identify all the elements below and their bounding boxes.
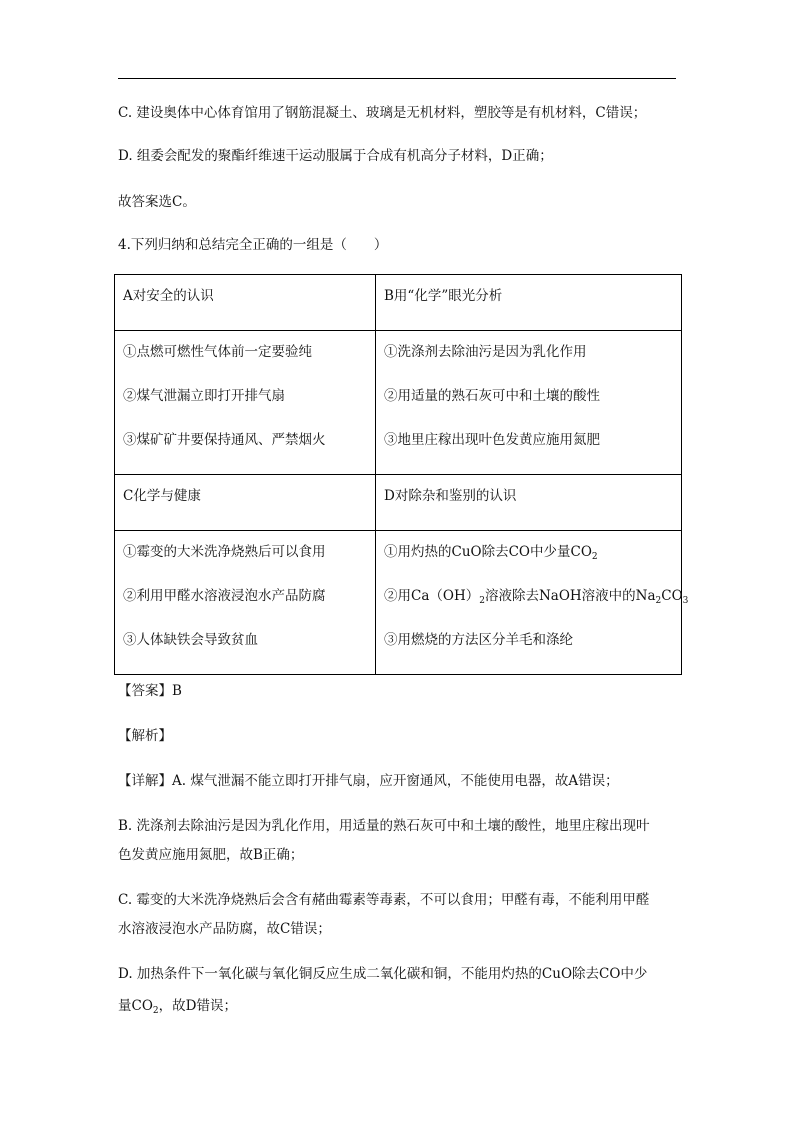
option-b-title: B用“化学”眼光分析 xyxy=(384,288,503,304)
option-b-body xyxy=(376,331,682,475)
explanation-b-line-1: B. 洗涤剂去除油污是因为乳化作用，用适量的熟石灰可中和土壤的酸性，地里庄稼出现叶 xyxy=(118,818,650,834)
explanation-b-line-2: 色发黄应施用氮肥，故B正确； xyxy=(118,847,304,863)
option-c-body xyxy=(115,531,376,675)
option-c-header xyxy=(115,475,376,531)
header-rule xyxy=(118,78,676,79)
options-table xyxy=(114,274,689,675)
option-a-title: A对安全的认识 xyxy=(123,288,214,304)
answer-line: 【答案】B xyxy=(118,683,182,699)
explanation-c-line-2: 水溶液浸泡水产品防腐，故C错误； xyxy=(118,921,331,937)
option-c-item-1: ①霉变的大米洗净烧熟后可以食用 xyxy=(123,544,326,560)
option-a-body xyxy=(115,331,376,475)
option-c-item-2: ②利用甲醛水溶液浸泡水产品防腐 xyxy=(123,588,326,604)
option-d-body xyxy=(376,531,689,675)
option-b-item-3: ③地里庄稼出现叶色发黄应施用氮肥 xyxy=(384,432,600,448)
option-c-item-3: ③人体缺铁会导致贫血 xyxy=(123,632,258,648)
analysis-heading: 【解析】 xyxy=(118,728,172,744)
question-stem: 4.下列归纳和总结完全正确的一组是（ ） xyxy=(118,237,388,253)
option-b-item-1: ①洗涤剂去除油污是因为乳化作用 xyxy=(384,344,587,360)
option-a-header xyxy=(115,275,376,331)
option-b-item-2: ②用适量的熟石灰可中和土壤的酸性 xyxy=(384,388,600,404)
prev-explanation-d: D. 组委会配发的聚酯纤维速干运动服属于合成有机高分子材料，D正确； xyxy=(118,148,553,164)
explanation-d-line-2: 量$CO_2$，故D错误； xyxy=(118,998,237,1016)
explanation-c-line-1: C. 霉变的大米洗净烧熟后会含有赭曲霉素等毒素，不可以食用；甲醛有毒，不能利用甲醛 xyxy=(118,892,650,908)
option-d-header xyxy=(376,475,682,531)
explanation-d-line-1: D. 加热条件下一氧化碳与氧化铜反应生成二氧化碳和铜，不能用灼热的CuO除去CO中少 xyxy=(118,966,648,982)
option-d-item-3: ③用燃烧的方法区分羊毛和涤纶 xyxy=(384,632,573,648)
prev-explanation-c: C. 建设奥体中心体育馆用了钢筋混凝土、玻璃是无机材料，塑胶等是有机材料，C错误； xyxy=(118,105,647,121)
option-d-item-1: ①用灼热的CuO除去CO中少量$CO_2$ xyxy=(384,544,598,562)
option-d-item-2: ②用$Ca(OH)_2$溶液除去NaOH溶液中的$Na_2CO_3$ xyxy=(384,588,689,606)
option-a-item-2: ②煤气泄漏立即打开排气扇 xyxy=(123,388,285,404)
option-c-title: C化学与健康 xyxy=(123,488,201,504)
option-a-item-1: ①点燃可燃性气体前一定要验纯 xyxy=(123,344,312,360)
option-b-header xyxy=(376,275,682,331)
option-d-title: D对除杂和鉴别的认识 xyxy=(384,488,517,504)
prev-conclusion: 故答案选C。 xyxy=(118,194,196,210)
option-a-item-3: ③煤矿矿井要保持通风、严禁烟火 xyxy=(123,432,326,448)
explanation-a: 【详解】A. 煤气泄漏不能立即打开排气扇，应开窗通风，不能使用电器，故A错误； xyxy=(118,773,619,789)
